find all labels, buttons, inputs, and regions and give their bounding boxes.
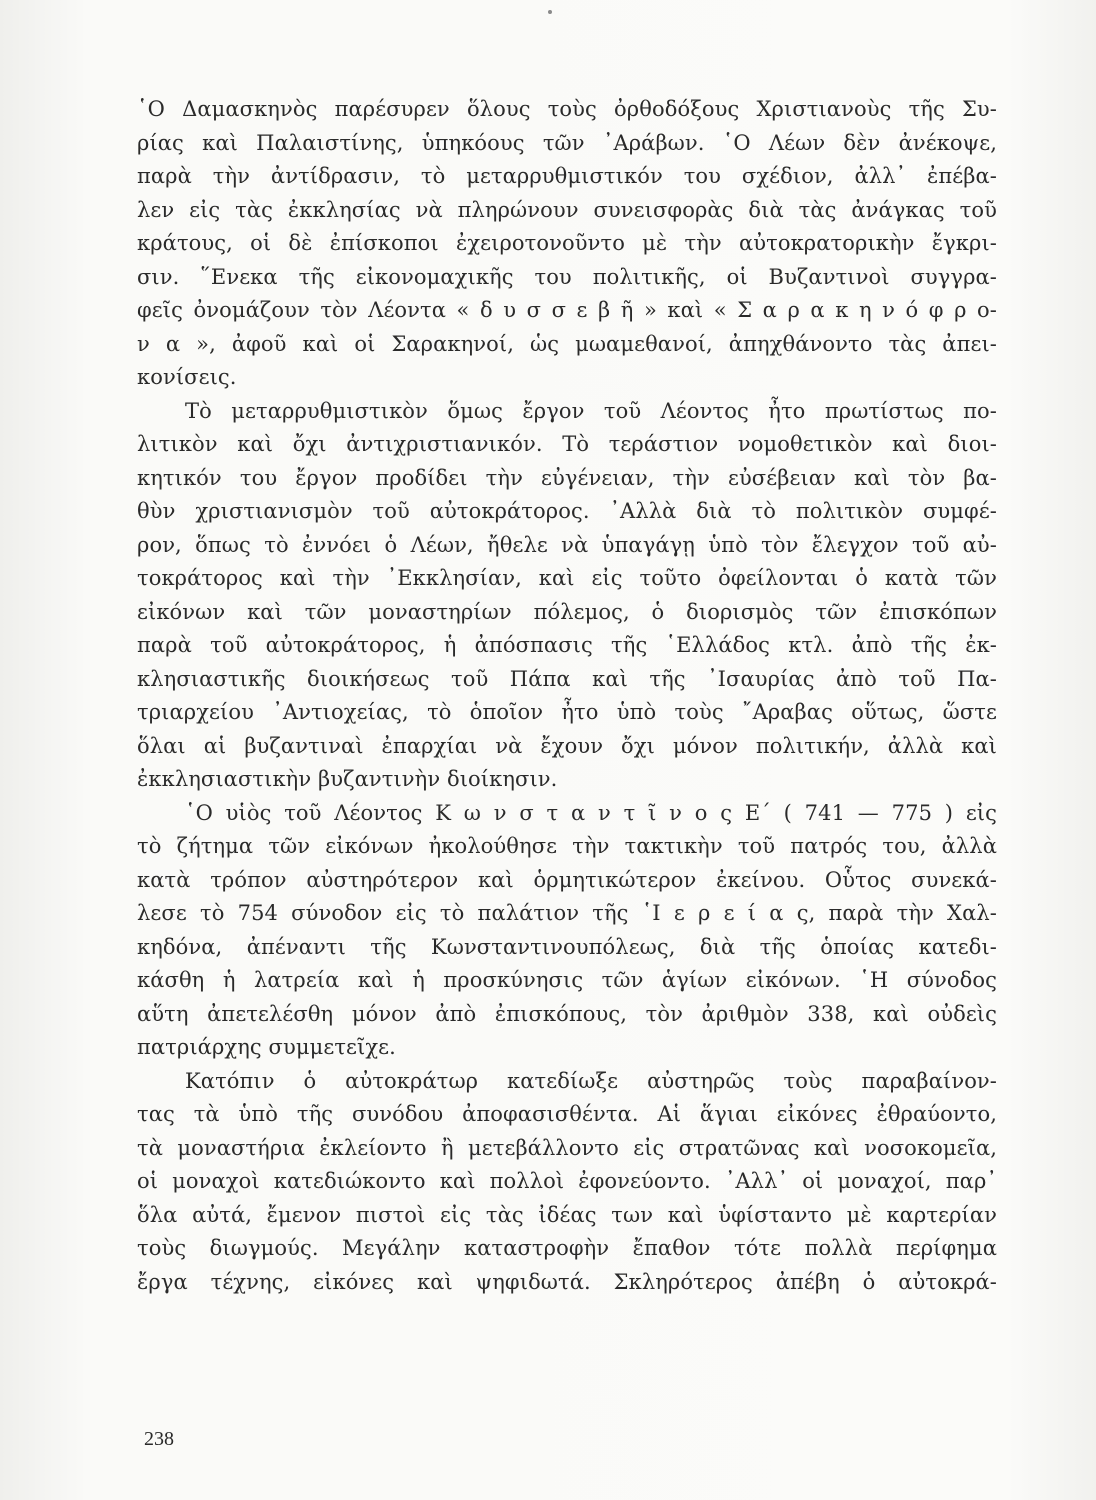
text-line: κάσθη ἡ λατρεία καὶ ἡ προσκύνησις τῶν ἁγίων εἰκόνων. ῾Η σύνοδος bbox=[137, 968, 997, 992]
text-line: λεν εἰς τὰς ἐκκλησίας νὰ πληρώνουν συνεισφορὰς διὰ τὰς ἀνάγκας τοῦ bbox=[137, 197, 997, 222]
text-line: ν α », ἀφοῦ καὶ οἱ Σαρακηνοί, ὡς μωαμεθανοί, ἀπηχθάνοντο τὰς ἀπει- bbox=[137, 331, 997, 356]
text-line: τριαρχείου ᾿Αντιοχείας, τὸ ὁποῖον ἦτο ὑπὸ τοὺς ῎Αραβας οὕτως, ὥστε bbox=[137, 700, 997, 724]
text-line: τοὺς διωγμούς. Μεγάλην καταστροφὴν ἔπαθον τότε πολλὰ περίφημα bbox=[137, 1236, 997, 1260]
page-number: 238 bbox=[144, 1428, 174, 1450]
text-line: ὅλα αὐτά, ἔμενον πιστοὶ εἰς τὰς ἰδέας των καὶ ὑφίσταντο μὲ καρτερίαν bbox=[137, 1202, 997, 1227]
text-line: παρὰ τοῦ αὐτοκράτορος, ἡ ἀπόσπασις τῆς ῾Ελλάδος κτλ. ἀπὸ τῆς ἐκ- bbox=[137, 633, 997, 657]
text-line: κηδόνα, ἀπέναντι τῆς Κωνσταντινουπόλεως, διὰ τῆς ὁποίας κατεδι- bbox=[137, 934, 997, 959]
text-line: θὺν χριστιανισμὸν τοῦ αὐτοκράτορος. ᾿Αλλὰ διὰ τὸ πολιτικὸν συμφέ- bbox=[137, 499, 997, 523]
paper-speck bbox=[548, 10, 552, 14]
text-line: ὅλαι αἱ βυζαντιναὶ ἐπαρχίαι νὰ ἔχουν ὄχι μόνον πολιτικήν, ἀλλὰ καὶ bbox=[137, 733, 997, 758]
text-line: ἔργα τέχνης, εἰκόνες καὶ ψηφιδωτά. Σκληρότερος ἀπέβη ὁ αὐτοκρά- bbox=[137, 1269, 997, 1294]
text-line: ῾Ο υἱὸς τοῦ Λέοντος Κ ω ν σ τ α ν τ ῖ ν ο ς Ε΄ ( 741 — 775 ) εἰς bbox=[185, 800, 997, 825]
text-line: ρίας καὶ Παλαιστίνης, ὑπηκόους τῶν ᾿Αράβων. ῾Ο Λέων δὲν ἀνέκοψε, bbox=[137, 130, 997, 155]
text-line: λεσε τὸ 754 σύνοδον εἰς τὸ παλάτιον τῆς ῾Ι ε ρ ε ί α ς, παρὰ τὴν Χαλ- bbox=[137, 901, 997, 925]
text-line: αὕτη ἀπετελέσθη μόνον ἀπὸ ἐπισκόπους, τὸν ἀριθμὸν 338, καὶ οὐδεὶς bbox=[137, 1001, 997, 1026]
text-line: κονίσεις. bbox=[137, 365, 237, 389]
text-line: τὰ μοναστήρια ἐκλείοντο ἢ μετεβάλλοντο εἰς στρατῶνας καὶ νοσοκομεῖα, bbox=[137, 1135, 997, 1160]
text-line: τοκράτορος καὶ τὴν ᾿Εκκλησίαν, καὶ εἰς τοῦτο ὀφείλονται ὁ κατὰ τῶν bbox=[137, 566, 997, 590]
text-line: κατὰ τρόπον αὐστηρότερον καὶ ὁρμητικώτερον ἐκείνου. Οὗτος συνεκά- bbox=[137, 867, 997, 892]
text-line: λιτικὸν καὶ ὄχι ἀντιχριστιανικόν. Τὸ τεράστιον νομοθετικὸν καὶ διοι- bbox=[137, 432, 997, 456]
text-line: εἰκόνων καὶ τῶν μοναστηρίων πόλεμος, ὁ διορισμὸς τῶν ἐπισκόπων bbox=[137, 599, 997, 624]
text-line: φεῖς ὀνομάζουν τὸν Λέοντα « δ υ σ σ ε β ῆ » καὶ « Σ α ρ α κ η ν ό φ ρ ο- bbox=[137, 298, 997, 322]
text-line: κράτους, οἱ δὲ ἐπίσκοποι ἐχειροτονοῦντο μὲ τὴν αὐτοκρατορικὴν ἔγκρι- bbox=[137, 231, 997, 255]
text-line: ῾Ο Δαμασκηνὸς παρέσυρεν ὅλους τοὺς ὀρθοδόξους Χριστιανοὺς τῆς Συ- bbox=[137, 97, 997, 121]
text-line: παρὰ τὴν ἀντίδρασιν, τὸ μεταρρυθμιστικόν του σχέδιον, ἀλλ᾿ ἐπέβα- bbox=[137, 164, 997, 188]
text-line: τας τὰ ὑπὸ τῆς συνόδου ἀποφασισθέντα. Αἱ ἅγιαι εἰκόνες ἐθραύοντο, bbox=[137, 1102, 997, 1126]
text-line: ρον, ὅπως τὸ ἐννόει ὁ Λέων, ἤθελε νὰ ὑπαγάγῃ ὑπὸ τὸν ἔλεγχον τοῦ αὐ- bbox=[137, 532, 997, 557]
text-line: κλησιαστικῆς διοικήσεως τοῦ Πάπα καὶ τῆς ᾿Ισαυρίας ἀπὸ τοῦ Πα- bbox=[137, 666, 997, 691]
text-line: ἐκκλησιαστικὴν βυζαντινὴν διοίκησιν. bbox=[137, 767, 558, 791]
text-line: κητικόν του ἔργον προδίδει τὴν εὐγένειαν, τὴν εὐσέβειαν καὶ τὸν βα- bbox=[137, 465, 997, 490]
text-line: Τὸ μεταρρυθμιστικὸν ὅμως ἔργον τοῦ Λέοντος ἦτο πρωτίστως πο- bbox=[185, 398, 997, 423]
text-line: Κατόπιν ὁ αὐτοκράτωρ κατεδίωξε αὐστηρῶς τοὺς παραβαίνον- bbox=[185, 1068, 997, 1093]
text-line: τὸ ζήτημα τῶν εἰκόνων ἠκολούθησε τὴν τακτικὴν τοῦ πατρός του, ἀλλὰ bbox=[137, 834, 997, 858]
text-line: σιν. ῞Ενεκα τῆς εἰκονομαχικῆς του πολιτικῆς, οἱ Βυζαντινοὶ συγγρα- bbox=[137, 264, 997, 289]
text-line: πατριάρχης συμμετεῖχε. bbox=[137, 1035, 396, 1059]
text-line: οἱ μοναχοὶ κατεδιώκοντο καὶ πολλοὶ ἐφονεύοντο. ᾿Αλλ᾿ οἱ μοναχοί, παρ᾿ bbox=[137, 1169, 997, 1193]
body-text bbox=[137, 93, 997, 1299]
